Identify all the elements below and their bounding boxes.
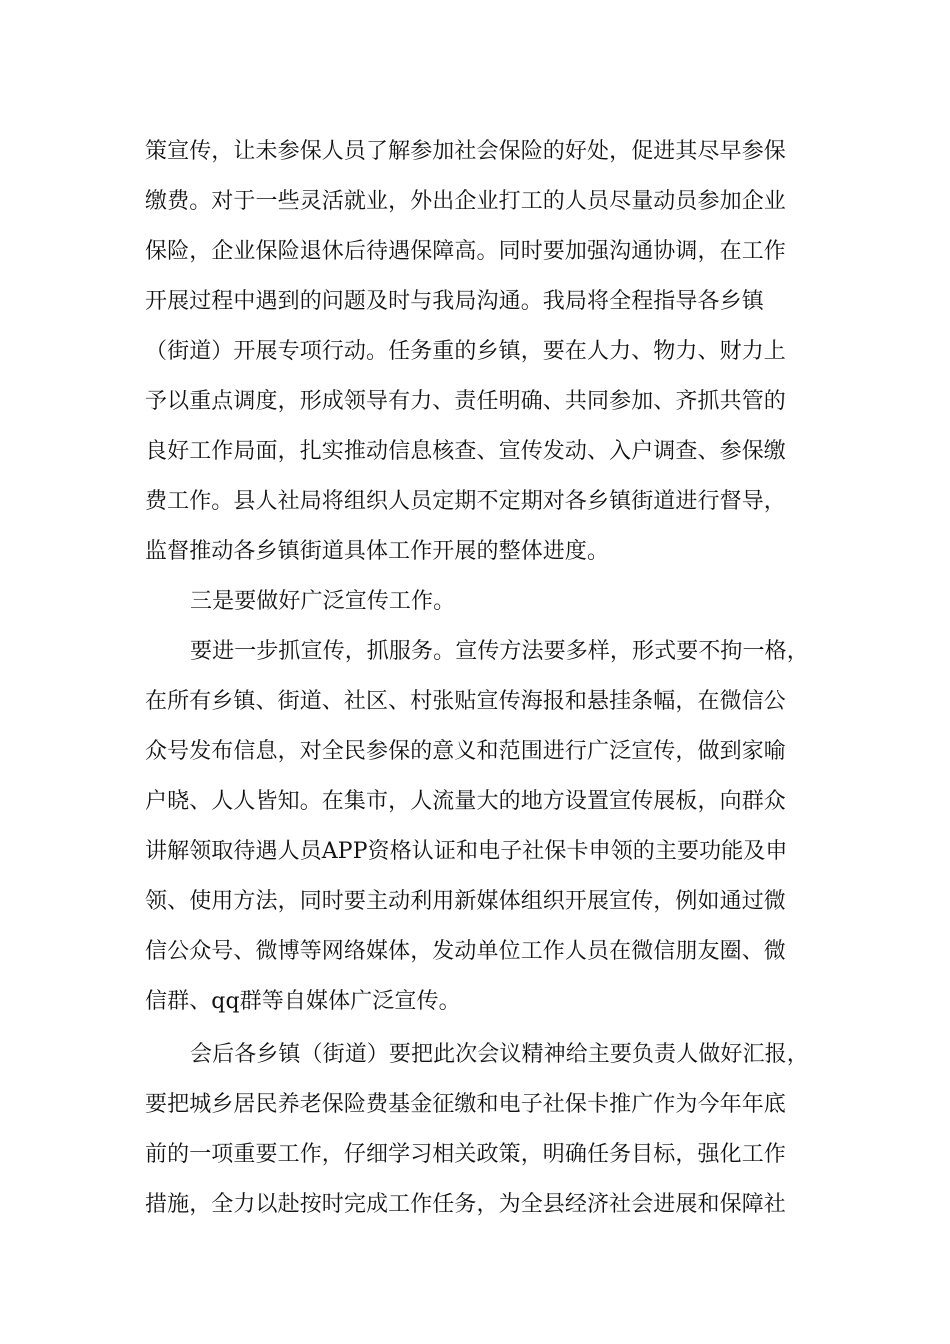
text-line: 予以重点调度，形成领导有力、责任明确、共同参加、齐抓共管的 [145, 389, 786, 414]
text-line: 缴费。对于一些灵活就业，外出企业打工的人员尽量动员参加企业 [145, 189, 786, 214]
text-line: 保险，企业保险退休后待遇保障高。同时要加强沟通协调，在工作 [145, 239, 786, 264]
text-line: （街道）开展专项行动。任务重的乡镇，要在人力、物力、财力上 [145, 339, 786, 364]
section-heading: 三是要做好广泛宣传工作。 [190, 589, 456, 614]
text-line: 信公众号、微博等网络媒体，发动单位工作人员在微信朋友圈、微 [145, 939, 786, 964]
text-line: 户晓、人人皆知。在集市，人流量大的地方设置宣传展板，向群众 [145, 789, 786, 814]
text-line: 会后各乡镇（街道）要把此次会议精神给主要负责人做好汇报， [190, 1042, 809, 1067]
text-line: 良好工作局面，扎实推动信息核查、宣传发动、入户调查、参保缴 [145, 439, 786, 464]
text-line: 领、使用方法，同时要主动利用新媒体组织开展宣传，例如通过微 [145, 889, 786, 914]
text-line: 信群、qq群等自媒体广泛宣传。 [145, 989, 461, 1014]
text-line: 众号发布信息，对全民参保的意义和范围进行广泛宣传，做到家喻 [145, 739, 786, 764]
text-line: 在所有乡镇、街道、社区、村张贴宣传海报和悬挂条幅，在微信公 [145, 689, 786, 714]
text-line: 开展过程中遇到的问题及时与我局沟通。我局将全程指导各乡镇 [145, 289, 764, 314]
text-line: 措施，全力以赴按时完成工作任务，为全县经济社会进展和保障社 [145, 1192, 786, 1217]
text-line: 要把城乡居民养老保险费基金征缴和电子社保卡推广作为今年年底 [145, 1092, 786, 1117]
text-line: 策宣传，让未参保人员了解参加社会保险的好处，促进其尽早参保 [145, 139, 786, 164]
text-line: 费工作。县人社局将组织人员定期不定期对各乡镇街道进行督导， [145, 489, 786, 514]
text-line: 监督推动各乡镇街道具体工作开展的整体进度。 [145, 539, 610, 564]
text-line: 讲解领取待遇人员APP资格认证和电子社保卡申领的主要功能及申 [145, 839, 788, 864]
text-line: 前的一项重要工作，仔细学习相关政策，明确任务目标，强化工作 [145, 1142, 786, 1167]
text-line: 要进一步抓宣传，抓服务。宣传方法要多样，形式要不拘一格， [190, 639, 809, 664]
